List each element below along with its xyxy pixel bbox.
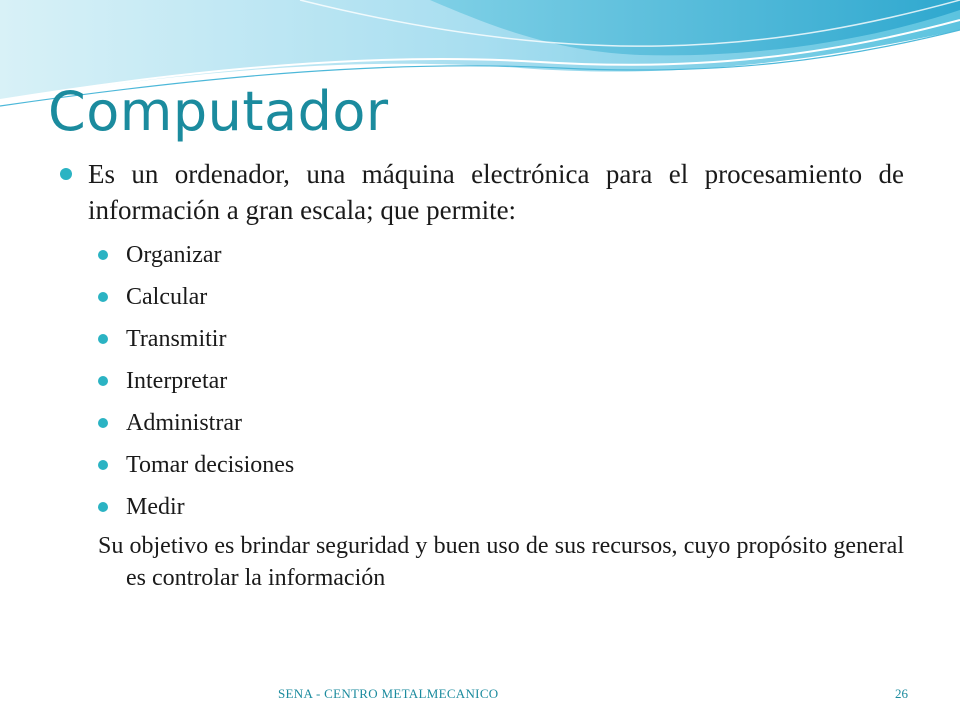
- list-item-text: Tomar decisiones: [126, 452, 295, 478]
- list-item: [98, 318, 904, 360]
- list-item: [98, 402, 904, 444]
- slide-footer: [0, 686, 960, 706]
- list-item-text: Transmitir: [126, 326, 227, 352]
- intro-text: Es un ordenador, una máquina electrónica para el procesamiento de información a gran escala; que permite:: [88, 159, 904, 225]
- list-item: [98, 234, 904, 276]
- intro-bullet: [60, 156, 904, 228]
- list-item: [98, 276, 904, 318]
- bullet-icon: [98, 334, 108, 344]
- slide-content: [60, 156, 904, 594]
- bullet-icon: [98, 376, 108, 386]
- bullet-icon: [60, 168, 72, 180]
- list-item-text: Administrar: [126, 410, 242, 436]
- bullet-icon: [98, 292, 108, 302]
- objective-note: Su objetivo es brindar seguridad y buen uso de sus recursos, cuyo propósito general es controlar la información: [98, 533, 904, 591]
- list-item-text: Organizar: [126, 242, 222, 268]
- list-item: [98, 486, 904, 528]
- capabilities-list: [60, 234, 904, 528]
- list-item: [98, 444, 904, 486]
- bullet-icon: [98, 418, 108, 428]
- list-item-text: Calcular: [126, 284, 208, 310]
- list-item-text: Interpretar: [126, 368, 228, 394]
- list-item-text: Medir: [126, 494, 185, 520]
- bullet-icon: [98, 250, 108, 260]
- slide-title: Computador: [48, 80, 389, 143]
- footer-text: SENA - CENTRO METALMECANICO: [278, 686, 499, 701]
- list-item: [98, 360, 904, 402]
- bullet-icon: [98, 502, 108, 512]
- bullet-icon: [98, 460, 108, 470]
- page-number: 26: [895, 686, 908, 701]
